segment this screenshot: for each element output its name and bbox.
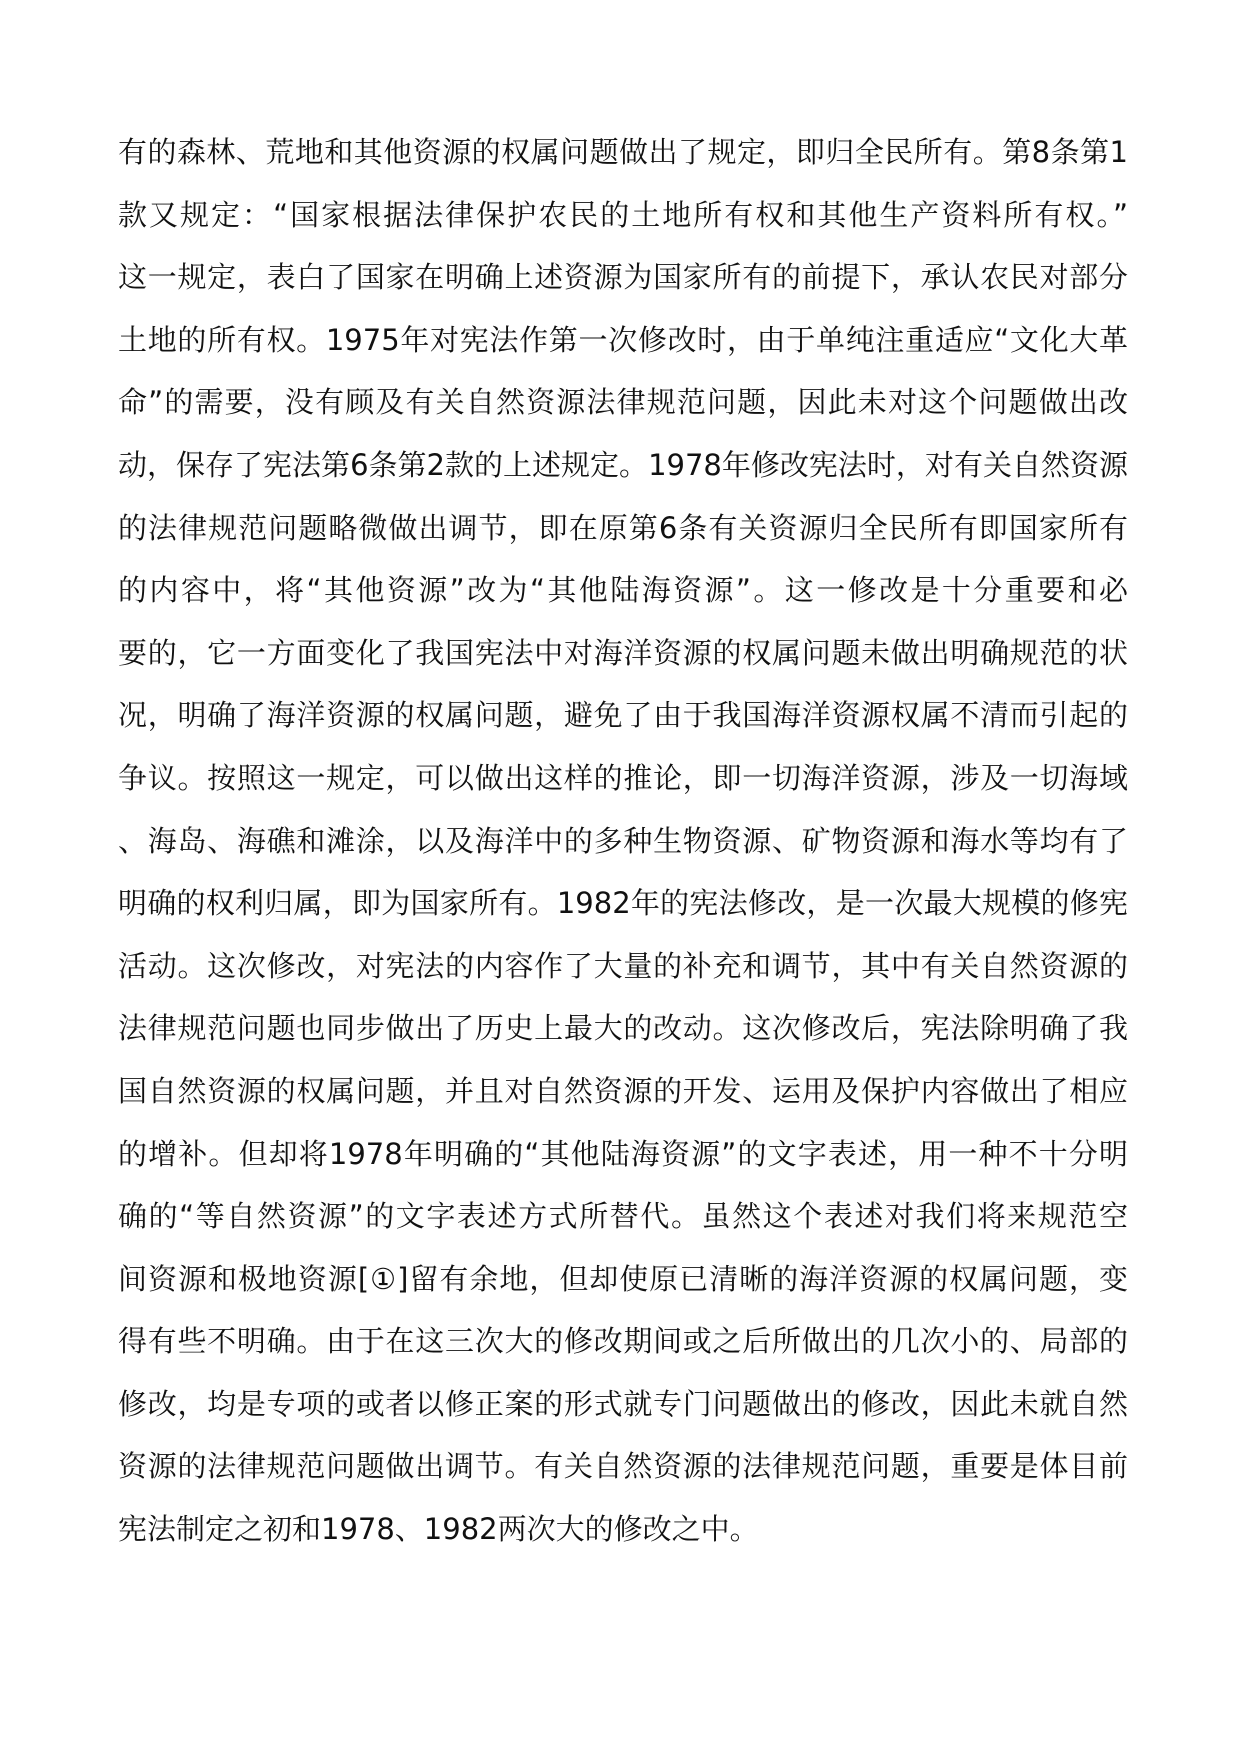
text-line-19: 间资源和极地资源[①]留有余地，但却使原已清晰的海洋资源的权属问题，变 [118, 1261, 1128, 1296]
text-line-17: 的增补。但却将1978年明确的“其他陆海资源”的文字表述，用一种不十分明 [118, 1136, 1128, 1171]
text-line-22: 资源的法律规范问题做出调节。有关自然资源的法律规范问题，重要是体目前 [118, 1449, 1128, 1484]
text-line-3: 这一规定，表白了国家在明确上述资源为国家所有的前提下，承认农民对部分 [118, 260, 1128, 295]
text-line-23: 宪法制定之初和1978、1982两次大的修改之中。 [118, 1512, 759, 1547]
text-line-14: 活动。这次修改，对宪法的内容作了大量的补充和调节，其中有关自然资源的 [118, 948, 1128, 983]
text-line-15: 法律规范问题也同步做出了历史上最大的改动。这次修改后，宪法除明确了我 [118, 1011, 1128, 1046]
text-line-20: 得有些不明确。由于在这三次大的修改期间或之后所做出的几次小的、局部的 [118, 1324, 1128, 1359]
text-line-7: 的法律规范问题略微做出调节，即在原第6条有关资源归全民所有即国家所有 [118, 510, 1128, 545]
text-line-12: 、海岛、海礁和滩涂，以及海洋中的多种生物资源、矿物资源和海水等均有了 [118, 823, 1128, 858]
text-line-1: 有的森林、荒地和其他资源的权属问题做出了规定，即归全民所有。第8条第1 [118, 135, 1128, 169]
text-line-18: 确的“等自然资源”的文字表述方式所替代。虽然这个表述对我们将来规范空 [118, 1199, 1128, 1234]
text-line-9: 要的，它一方面变化了我国宪法中对海洋资源的权属问题未做出明确规范的状 [118, 635, 1128, 670]
text-line-4: 土地的所有权。1975年对宪法作第一次修改时，由于单纯注重适应“文化大革 [118, 322, 1128, 357]
text-line-16: 国自然资源的权属问题，并且对自然资源的开发、运用及保护内容做出了相应 [118, 1073, 1128, 1108]
text-line-5: 命”的需要，没有顾及有关自然资源法律规范问题，因此未对这个问题做出改 [118, 385, 1128, 420]
text-line-10: 况，明确了海洋资源的权属问题，避免了由于我国海洋资源权属不清而引起的 [118, 698, 1128, 733]
text-line-11: 争议。按照这一规定，可以做出这样的推论，即一切海洋资源，涉及一切海域 [118, 760, 1128, 795]
body-text [118, 134, 1128, 1574]
text-line-6: 动，保存了宪法第6条第2款的上述规定。1978年修改宪法时，对有关自然资源 [118, 447, 1128, 482]
text-line-8: 的内容中，将“其他资源”改为“其他陆海资源”。这一修改是十分重要和必 [118, 573, 1128, 608]
text-line-13: 明确的权利归属，即为国家所有。1982年的宪法修改，是一次最大规模的修宪 [118, 886, 1128, 921]
text-line-2: 款又规定：“国家根据法律保护农民的土地所有权和其他生产资料所有权。” [118, 197, 1128, 232]
text-line-21: 修改，均是专项的或者以修正案的形式就专门问题做出的修改，因此未就自然 [118, 1386, 1128, 1421]
